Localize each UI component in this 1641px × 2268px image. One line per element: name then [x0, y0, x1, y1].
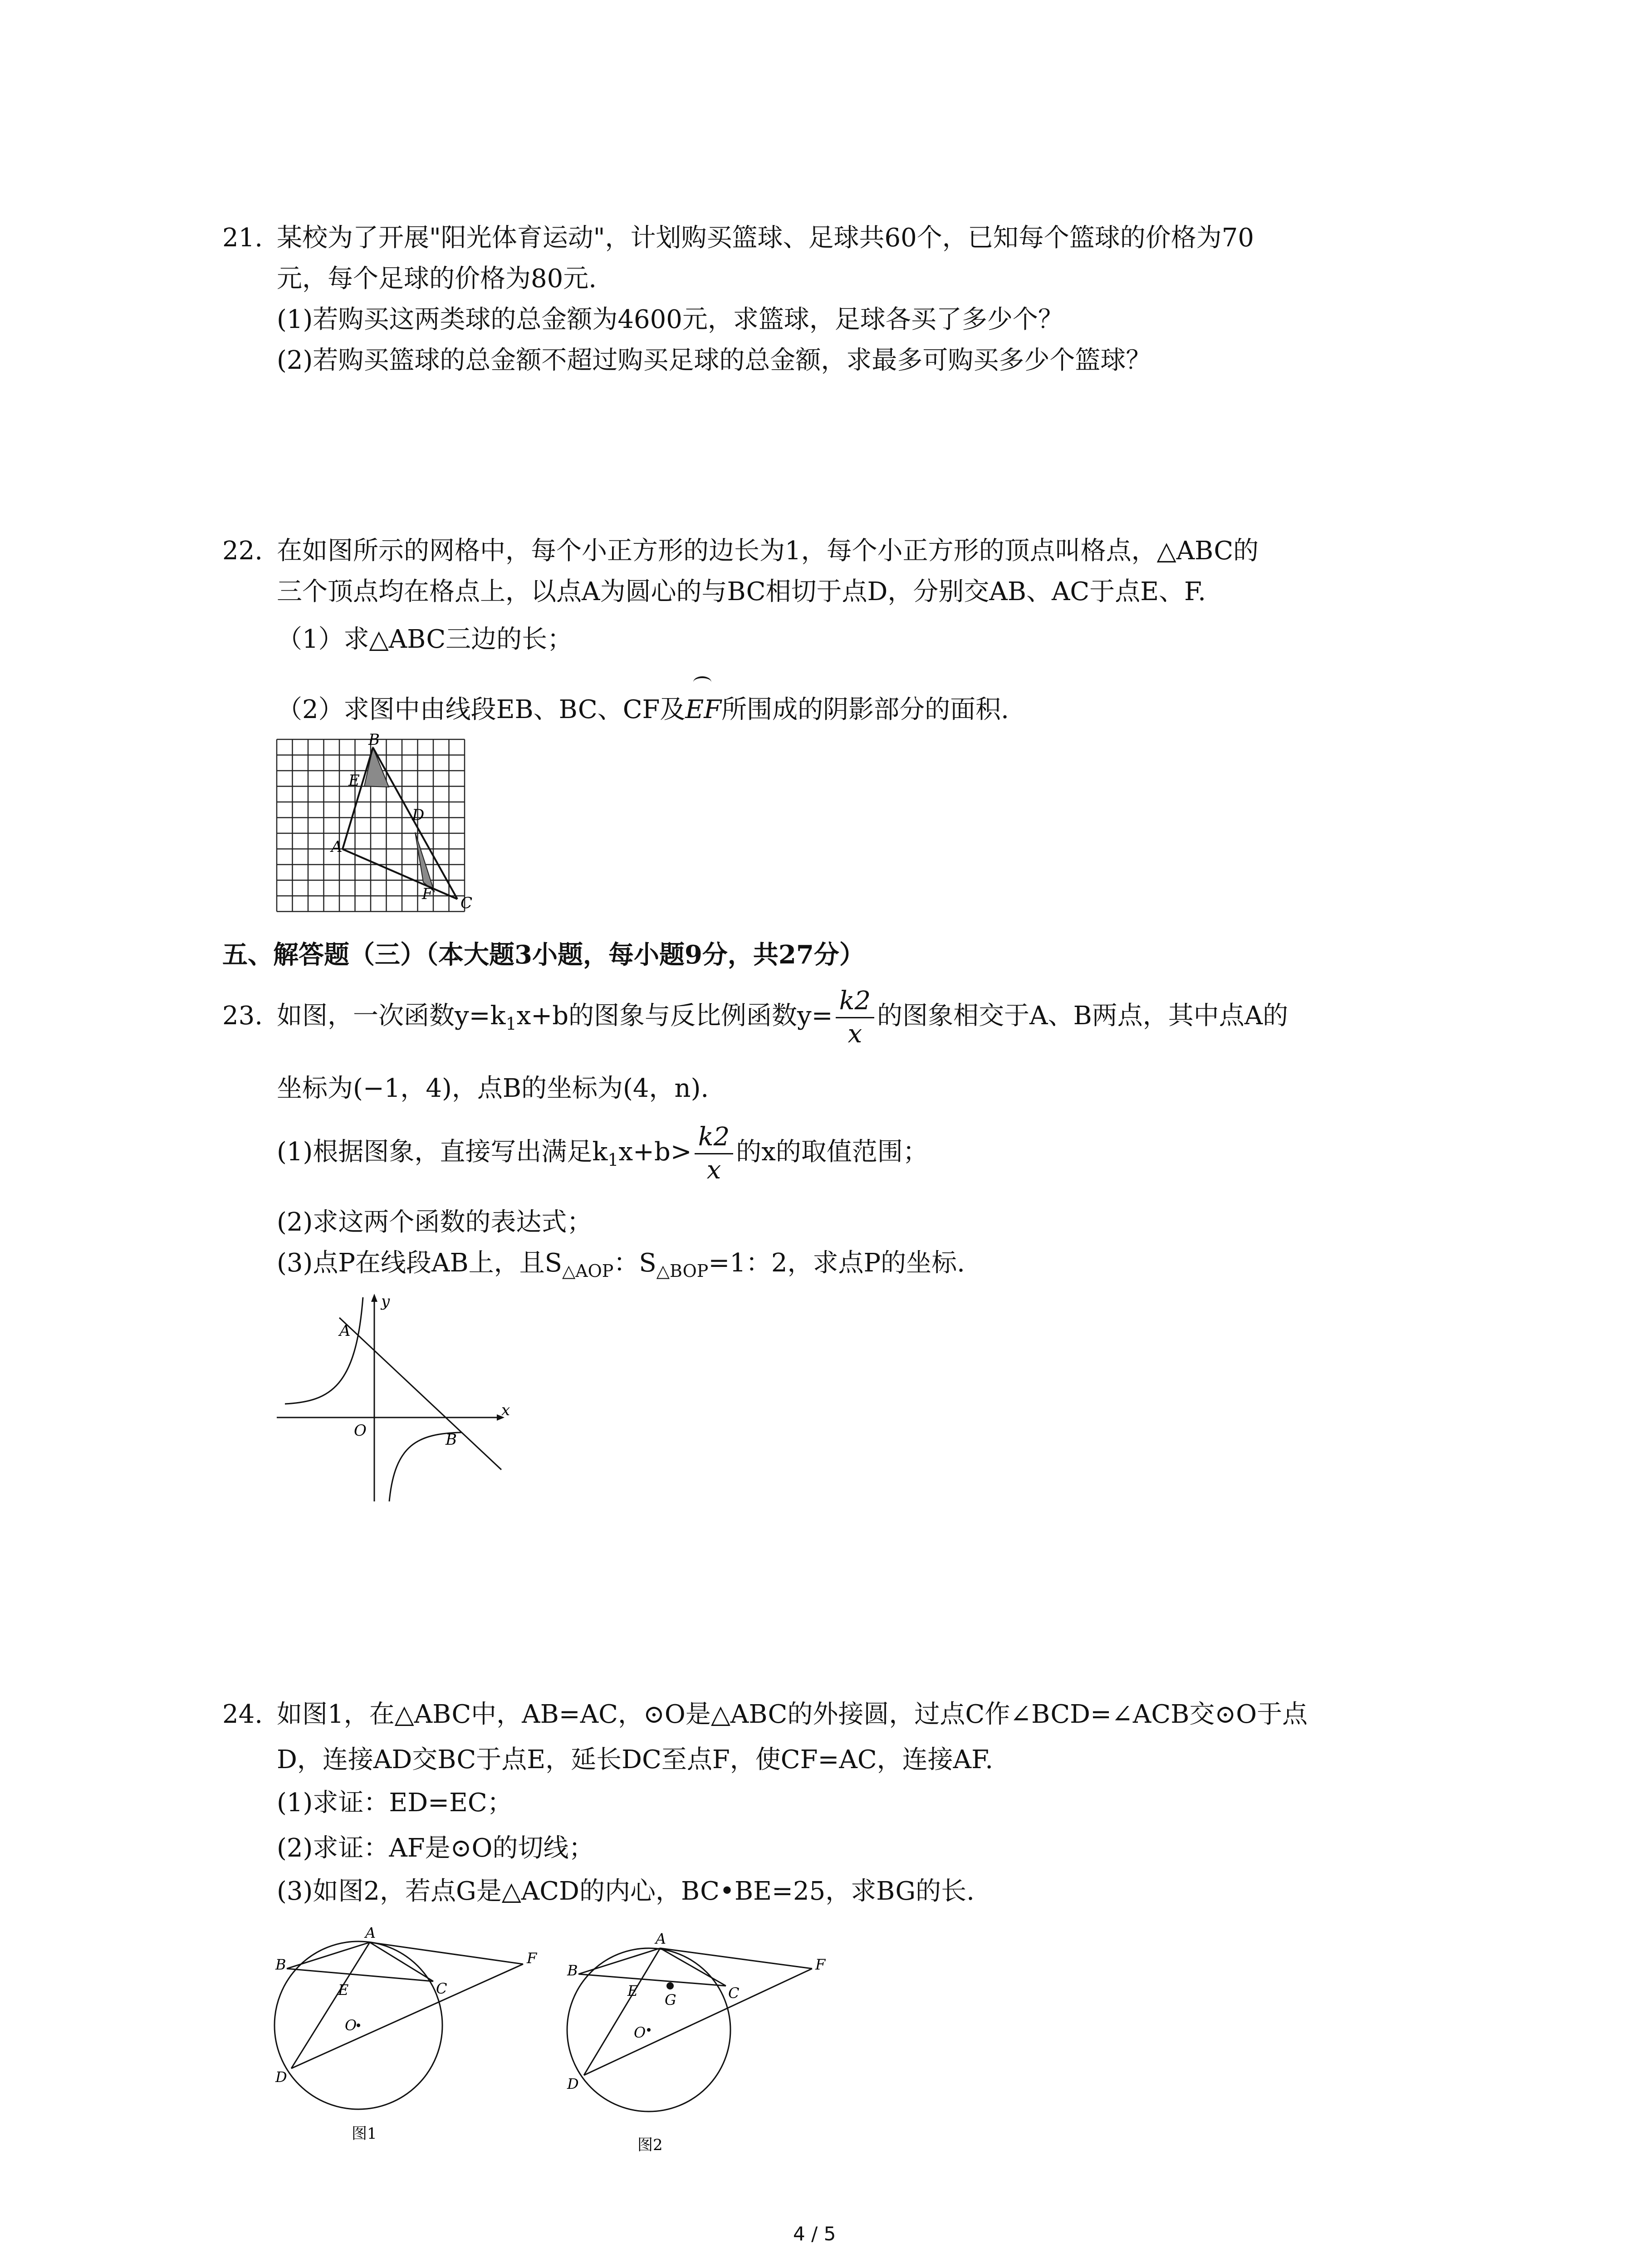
- q24-line-4: (2)求证：AF是⊙O的切线；: [277, 1833, 594, 1863]
- q23-line-3: [277, 1107, 928, 1205]
- fraction-numerator-2: k2: [695, 1121, 734, 1154]
- q21-line-1: 某校为了开展"阳光体育运动"，计划购买篮球、足球共60个，已知每个篮球的价格为70: [277, 223, 1254, 253]
- q24-figure-2: [565, 1919, 837, 2155]
- label-o: O: [634, 2024, 646, 2041]
- q24-number: 24.: [222, 1700, 263, 1729]
- section-5-heading: 五、解答题（三）（本大题3小题，每小题9分，共27分）: [222, 940, 865, 970]
- label-c: C: [436, 1980, 447, 1997]
- q23-line-5: [277, 1245, 965, 1289]
- label-e: E: [627, 1982, 638, 1999]
- q22-number: 22.: [222, 536, 263, 566]
- label-c: C: [460, 894, 473, 912]
- q23-line-3c: 的x的取值范围；: [736, 1137, 928, 1167]
- q23-line-4: (2)求这两个函数的表达式；: [277, 1207, 593, 1237]
- q23-line-1b: x+b的图象与反比例函数y=: [516, 1001, 833, 1031]
- q24-figure-1: [270, 1914, 547, 2150]
- q23-line-1: [277, 971, 1288, 1069]
- label-b: B: [275, 1956, 286, 1973]
- q23-line-5b: ：S: [613, 1248, 656, 1278]
- label-f: F: [815, 1956, 826, 1973]
- figure-2-caption: 图2: [637, 2136, 663, 2154]
- q22-line-2: 三个顶点均在格点上，以点A为圆心的与BC相切于点D，分别交AB、AC于点E、F.: [277, 577, 1206, 606]
- fraction-denominator-2: x: [706, 1155, 721, 1185]
- q23-k1-sub: 1: [505, 1014, 517, 1034]
- q23-s-aop-sub: △AOP: [562, 1261, 614, 1281]
- q24-line-3: (1)求证：ED=EC；: [277, 1788, 513, 1818]
- q23-line-2: 坐标为(−1，4)，点B的坐标为(4，n).: [277, 1074, 709, 1103]
- label-b: B: [446, 1431, 457, 1449]
- q22-line-4a: （2）求图中由线段EB、BC、CF及: [277, 695, 686, 724]
- q23-line-1a: 如图，一次函数y=k: [277, 1001, 506, 1031]
- q22-line-3: （1）求△ABC三边的长；: [277, 625, 573, 654]
- q23-line-3b: x+b>: [618, 1137, 692, 1167]
- label-b: B: [368, 731, 380, 749]
- fraction-numerator: k2: [836, 985, 875, 1018]
- linear-function-line: [339, 1318, 501, 1470]
- page-number: 4 / 5: [793, 2223, 836, 2245]
- q23-line-3a: (1)根据图象，直接写出满足k: [277, 1137, 608, 1167]
- q23-number: 23.: [222, 1001, 263, 1031]
- q21-line-2: 元，每个足球的价格为80元.: [277, 264, 597, 293]
- label-b: B: [567, 1962, 578, 1979]
- label-d: D: [412, 806, 425, 824]
- hyperbola-branch-left: [285, 1297, 363, 1404]
- q22-line-4b: 所围成的阴影部分的面积.: [721, 695, 1009, 724]
- label-a: A: [365, 1924, 376, 1941]
- arc-ef-label: EF: [685, 692, 721, 728]
- q21-number: 21.: [222, 223, 263, 253]
- y-axis-arrow-icon: [371, 1294, 377, 1302]
- fraction-denominator: x: [847, 1019, 862, 1049]
- label-y: y: [381, 1292, 390, 1310]
- label-c: C: [728, 1984, 740, 2002]
- segment-ac: [343, 849, 457, 899]
- label-d: D: [275, 2068, 287, 2086]
- fraction-k2-over-x: [836, 985, 875, 1050]
- figure-1-caption: 图1: [352, 2125, 377, 2143]
- q24-line-1: 如图1，在△ABC中，AB=AC，⊙O是△ABC的外接圆，过点C作∠BCD=∠ACB交⊙O于点: [277, 1700, 1308, 1729]
- label-f: F: [527, 1950, 537, 1967]
- q23-line-3-sub: 1: [607, 1150, 619, 1170]
- q23-line-5c: =1：2，求点P的坐标.: [708, 1248, 965, 1278]
- q23-graph-figure: [272, 1288, 526, 1506]
- q23-s-bop-sub: △BOP: [656, 1261, 709, 1281]
- q23-line-5a: (3)点P在线段AB上，且S: [277, 1248, 562, 1278]
- point-g-icon: [666, 1982, 674, 1989]
- label-a: A: [339, 1322, 351, 1340]
- label-e: E: [338, 1981, 349, 1999]
- q23-line-1c: 的图象相交于A、B两点，其中点A的: [877, 1001, 1288, 1031]
- q22-line-4: [277, 692, 1009, 728]
- q21-line-3: (1)若购买这两类球的总金额为4600元，求篮球，足球各买了多少个？: [277, 305, 1063, 334]
- fraction-k2-over-x-2: [695, 1121, 734, 1186]
- label-g: G: [665, 1991, 676, 2009]
- label-a: A: [656, 1930, 666, 1947]
- q22-grid-figure: [268, 730, 481, 921]
- label-f: F: [422, 885, 433, 903]
- q21-line-4: (2)若购买篮球的总金额不超过购买足球的总金额，求最多可购买多少个篮球？: [277, 346, 1151, 375]
- q24-line-2: D，连接AD交BC于点E，延长DC至点F，使CF=AC，连接AF.: [277, 1745, 994, 1774]
- label-o: O: [345, 2017, 357, 2034]
- q22-line-1: 在如图所示的网格中，每个小正方形的边长为1，每个小正方形的顶点叫格点，△ABC的: [277, 536, 1259, 566]
- label-x: x: [501, 1401, 510, 1419]
- q24-line-5: (3)如图2，若点G是△ACD的内心，BC•BE=25，求BG的长.: [277, 1877, 975, 1906]
- label-d: D: [567, 2075, 579, 2092]
- label-a: A: [331, 838, 343, 856]
- segment-ab: [343, 748, 373, 849]
- label-e: E: [348, 772, 360, 790]
- label-o: O: [354, 1422, 367, 1440]
